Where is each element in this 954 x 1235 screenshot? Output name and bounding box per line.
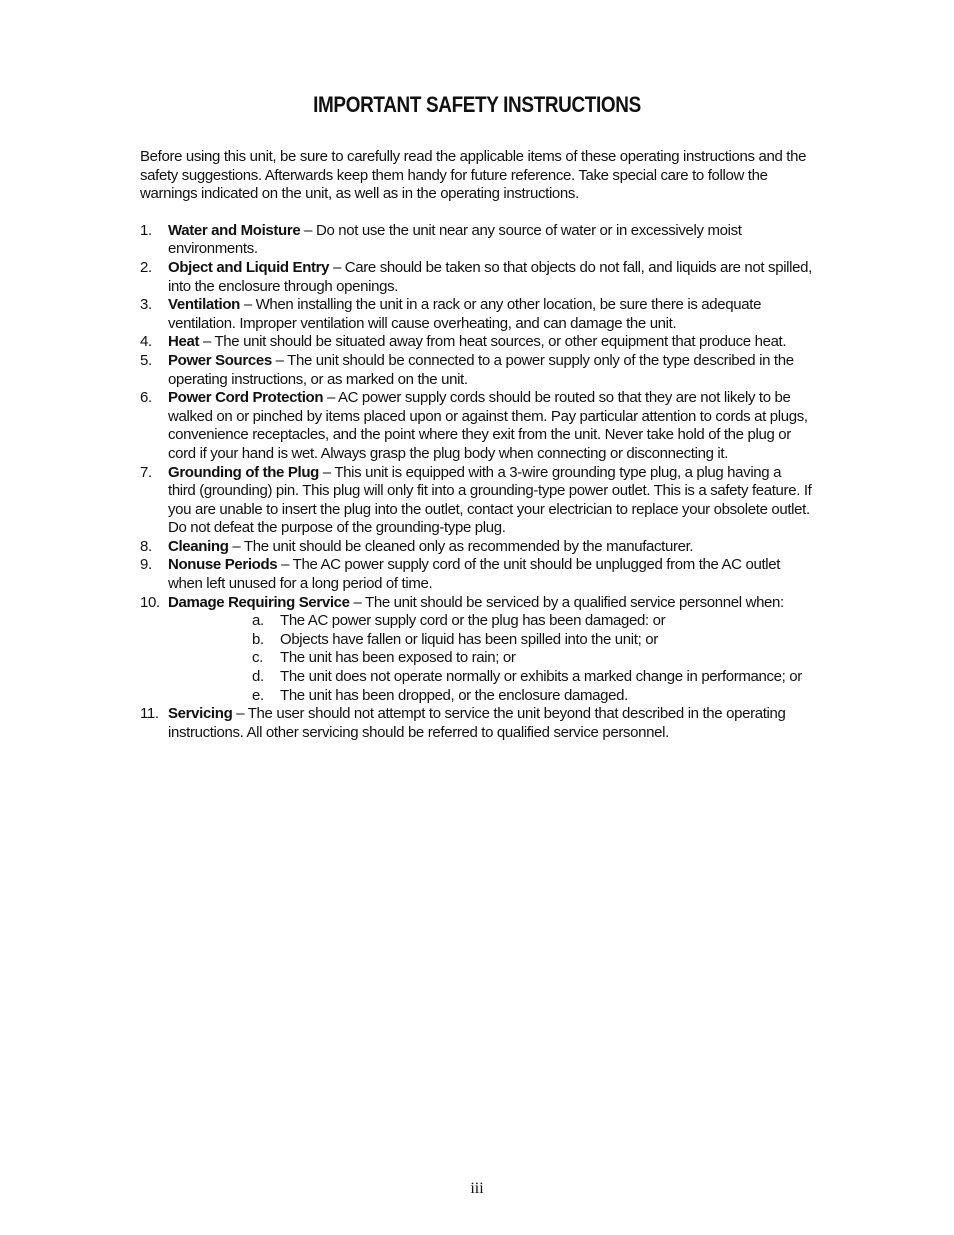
item-text: – When installing the unit in a rack or any other location, be sure there is adequate ventilation. Improper ventilation will cause overheating, and can damage the unit. (168, 296, 762, 332)
safety-instruction-list (140, 222, 812, 612)
subitem-text: The AC power supply cord or the plug has been damaged: or (280, 612, 666, 630)
item-body (168, 259, 812, 296)
item-number: 5. (140, 351, 152, 369)
item-text: – AC power supply cords should be routed so that they are not likely to be walked on or pinched by items placed upon or against them. Pay particular attention to cords at plugs, convenience receptacles, and the point where they exit from the unit. Never take hold of the plug or cord if your hand is wet. Always grasp the plug body when connecting or disconnecting it. (168, 389, 808, 462)
item-number: 9. (140, 556, 152, 574)
item-number: 2. (140, 258, 152, 276)
subitem-text: The unit has been exposed to rain; or (280, 649, 516, 667)
list-item (140, 259, 812, 296)
subitem-letter: c. (252, 649, 263, 667)
item-body (168, 296, 812, 333)
list-item (140, 538, 812, 557)
item-number: 4. (140, 333, 152, 351)
item-body (168, 556, 812, 593)
intro-paragraph: Before using this unit, be sure to carefully read the applicable items of these operating instructions and the safety suggestions. Afterwards keep them handy for future reference. Take special care to follow the warnings indicated on the unit, as well as in the operating instructions. (140, 148, 807, 203)
list-item (140, 333, 812, 352)
subitem-text: The unit has been dropped, or the enclosure damaged. (280, 686, 628, 704)
page-number: iii (470, 1180, 484, 1197)
sublist-item (252, 687, 812, 706)
list-item (140, 222, 812, 259)
item-text: – This unit is equipped with a 3-wire grounding type plug, a plug having a third (grounding) pin. This plug will only fit into a grounding-type power outlet. This is a safety feature. If you are unable to insert the plug into the outlet, contact your electrician to replace your obsolete outlet. Do not defeat the purpose of the grounding-type plug. (168, 463, 812, 537)
item-body (168, 389, 812, 463)
item-body (168, 464, 812, 538)
item-number: 8. (140, 537, 152, 555)
subitem-text: The unit does not operate normally or exhibits a marked change in performance; or (280, 668, 802, 686)
subitem-letter: d. (252, 668, 264, 686)
item-term: Servicing (168, 705, 233, 723)
sublist-item (252, 649, 812, 668)
item-text: – The unit should be connected to a power supply only of the type described in the operating instructions, or as marked on the unit. (168, 351, 794, 388)
item-text: – Do not use the unit near any source of water or in excessively moist environments. (168, 221, 742, 258)
item-body (168, 705, 812, 742)
item-body (168, 594, 812, 613)
item-term: Power Sources (168, 351, 272, 369)
subitem-letter: a. (252, 612, 264, 630)
item-text: – The AC power supply cord of the unit should be unplugged from the AC outlet when left unused for a long period of time. (168, 556, 781, 593)
item-number: 11. (140, 705, 159, 723)
list-item (140, 594, 812, 613)
sublist-item (252, 612, 812, 631)
list-item (140, 464, 812, 538)
item-term: Damage Requiring Service (168, 593, 350, 611)
item-term: Ventilation (168, 296, 240, 314)
item-term: Object and Liquid Entry (168, 258, 330, 276)
item-term: Grounding of the Plug (168, 463, 319, 481)
item-term: Power Cord Protection (168, 389, 324, 407)
item-number: 6. (140, 389, 152, 407)
item-term: Water and Moisture (168, 221, 301, 239)
damage-conditions-list (140, 612, 812, 705)
subitem-letter: b. (252, 630, 264, 648)
item-body (168, 333, 812, 352)
item-term: Heat (168, 333, 200, 351)
item-body (168, 222, 812, 259)
item-number: 3. (140, 296, 152, 314)
item-number: 7. (140, 463, 152, 481)
item-text: – The unit should be cleaned only as recommended by the manufacturer. (228, 537, 694, 555)
subitem-letter: e. (252, 686, 264, 704)
safety-instruction-list-continued (140, 705, 812, 742)
list-item (140, 705, 812, 742)
item-number: 1. (140, 221, 152, 239)
subitem-text: Objects have fallen or liquid has been spilled into the unit; or (280, 630, 658, 648)
sublist-item (252, 631, 812, 650)
sublist-item (252, 668, 812, 687)
page-title: IMPORTANT SAFETY INSTRUCTIONS (313, 92, 641, 117)
item-body (168, 538, 812, 557)
list-item (140, 352, 812, 389)
list-item (140, 556, 812, 593)
list-item (140, 389, 812, 463)
item-text: – Care should be taken so that objects do not fall, and liquids are not spilled, into the enclosure through openings. (168, 258, 812, 295)
document-body (140, 148, 812, 742)
item-text: – The unit should be serviced by a qualified service personnel when: (349, 593, 784, 611)
item-term: Nonuse Periods (168, 556, 278, 574)
item-term: Cleaning (168, 537, 229, 555)
list-item (140, 296, 812, 333)
item-body (168, 352, 812, 389)
item-text: – The user should not attempt to service the unit beyond that described in the operating instructions. All other servicing should be referred to qualified service personnel. (168, 705, 786, 741)
item-text: – The unit should be situated away from heat sources, or other equipment that produce heat. (199, 333, 787, 351)
item-number: 10. (140, 593, 160, 611)
